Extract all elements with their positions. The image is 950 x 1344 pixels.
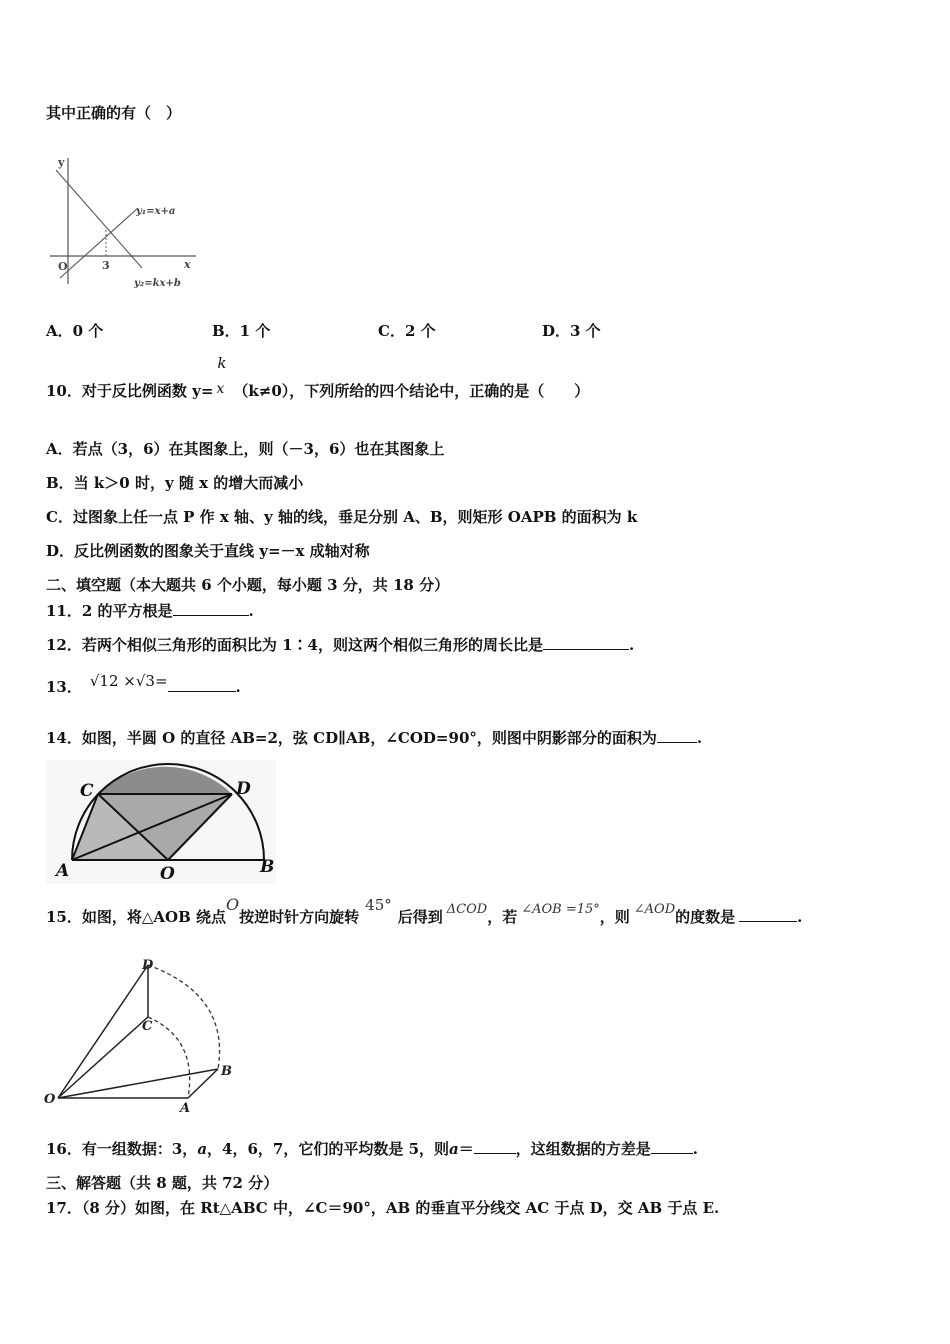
q16-p3: ＝ <box>458 1140 474 1158</box>
q11-text: 11．2 的平方根是 <box>46 602 173 620</box>
q9-graph <box>46 150 206 290</box>
q10-fraction <box>213 354 233 397</box>
section-2-heading: 二、填空题（本大题共 6 个小题，每小题 3 分，共 18 分） <box>46 576 450 594</box>
tick-3-label: 3 <box>102 259 110 272</box>
q11-blank <box>173 601 249 616</box>
q17: 17．（8 分）如图，在 Rt△ABC 中，∠C＝90°，AB 的垂直平分线交 AC 于点 D，交 AB 于点 E. <box>46 1199 720 1217</box>
segment-oc <box>58 1017 148 1098</box>
q15 <box>46 895 803 927</box>
q10-prefix: 10．对于反比例函数 y= <box>46 382 214 400</box>
q15-angle-aod: ∠AOD <box>633 902 676 917</box>
q14-text: 14．如图，半圆 O 的直径 AB=2，弦 CD∥AB，∠COD=90°，则图中阴影部分的面积为 <box>46 729 657 747</box>
line-y2 <box>56 170 142 268</box>
q9-option-d: D．3 个 <box>542 322 601 340</box>
q15-point-o: O <box>226 895 240 914</box>
label-b: B <box>260 857 275 877</box>
q16-p1: 16．有一组数据：3， <box>46 1140 198 1158</box>
q14 <box>46 727 702 748</box>
label-c: C <box>142 1019 153 1034</box>
label-c: C <box>80 781 94 801</box>
q11-end: . <box>248 602 254 620</box>
q16 <box>46 1138 698 1159</box>
q15-p4: ，若 <box>487 908 518 926</box>
q15-figure <box>40 955 250 1120</box>
label-a: A <box>56 861 70 881</box>
line-y2-label: y₂=kx+b <box>134 278 181 289</box>
q16-var-a2: a <box>449 1140 459 1158</box>
q16-end: . <box>692 1140 699 1158</box>
label-a: A <box>180 1101 191 1116</box>
q13-end: . <box>235 678 241 696</box>
q9-option-b: B．1 个 <box>212 322 271 340</box>
q14-blank <box>657 728 697 743</box>
q10-option-d: D．反比例函数的图象关于直线 y=－x 成轴对称 <box>46 542 370 560</box>
q15-blank <box>739 907 797 922</box>
section-3-heading: 三、解答题（共 8 题，共 72 分） <box>46 1174 279 1192</box>
line-y1-label: y₁=x+a <box>136 206 176 217</box>
q10-option-c: C．过图象上任一点 P 作 x 轴、y 轴的线，垂足分别 A、B，则矩形 OAPB 的面积为 k <box>46 508 638 526</box>
label-b: B <box>221 1064 232 1079</box>
q12 <box>46 634 634 655</box>
q12-end: . <box>628 636 635 654</box>
label-d: D <box>236 779 251 799</box>
q13-num: 13． <box>46 678 82 696</box>
arc-db <box>148 965 220 1069</box>
q9-option-a: A．0 个 <box>46 322 104 340</box>
q16-blank-a <box>474 1139 516 1154</box>
q15-p5: ，则 <box>599 908 630 926</box>
q13-expression: √12 ×√3= <box>89 672 168 690</box>
q14-end: . <box>696 729 703 747</box>
q15-p1: 15．如图，将△AOB 绕点 <box>46 908 227 926</box>
q10-suffix: （k≠0），下列所给的四个结论中，正确的是（ ） <box>233 382 590 400</box>
q15-p2: 按逆时针方向旋转 <box>239 908 360 926</box>
q16-p4: ，这组数据的方差是 <box>515 1140 651 1158</box>
q10-stem <box>46 354 590 401</box>
q9-option-c: C．2 个 <box>378 322 436 340</box>
q9-stem-tail: 其中正确的有（ ） <box>46 104 182 122</box>
q16-p2: ，4，6，7，它们的平均数是 5，则 <box>207 1140 450 1158</box>
q14-figure <box>46 760 276 884</box>
q16-blank-variance <box>651 1139 693 1154</box>
segment-od <box>58 965 148 1098</box>
q15-end: . <box>797 908 803 926</box>
q10-frac-den: x <box>216 381 225 397</box>
origin-label: O <box>58 260 68 273</box>
label-o: O <box>160 864 175 884</box>
q16-var-a1: a <box>197 1140 208 1158</box>
q15-p6: 的度数是 <box>675 908 736 926</box>
q12-blank <box>543 635 629 650</box>
q12-text: 12．若两个相似三角形的面积比为 1∶4，则这两个相似三角形的周长比是 <box>46 636 543 654</box>
q15-angle-45: 45° <box>365 896 392 914</box>
q13 <box>46 672 241 697</box>
q11 <box>46 600 254 621</box>
q13-blank <box>168 677 236 692</box>
q15-p3: 后得到 <box>397 908 443 926</box>
q10-option-b: B．当 k＞0 时，y 随 x 的增大而减小 <box>46 474 304 492</box>
q10-frac-num: k <box>217 354 227 372</box>
arc-ca <box>148 1017 190 1098</box>
label-o: O <box>44 1092 56 1107</box>
segment-ob <box>58 1069 218 1098</box>
q15-triangle-cod: ΔCOD <box>446 902 488 917</box>
y-axis-label: y <box>58 156 65 169</box>
q10-option-a: A．若点（3，6）在其图象上，则（－3，6）也在其图象上 <box>46 440 445 458</box>
label-d: D <box>142 958 154 973</box>
q15-angle-aob: ∠AOB =15° <box>521 902 600 917</box>
x-axis-label: x <box>184 258 191 271</box>
